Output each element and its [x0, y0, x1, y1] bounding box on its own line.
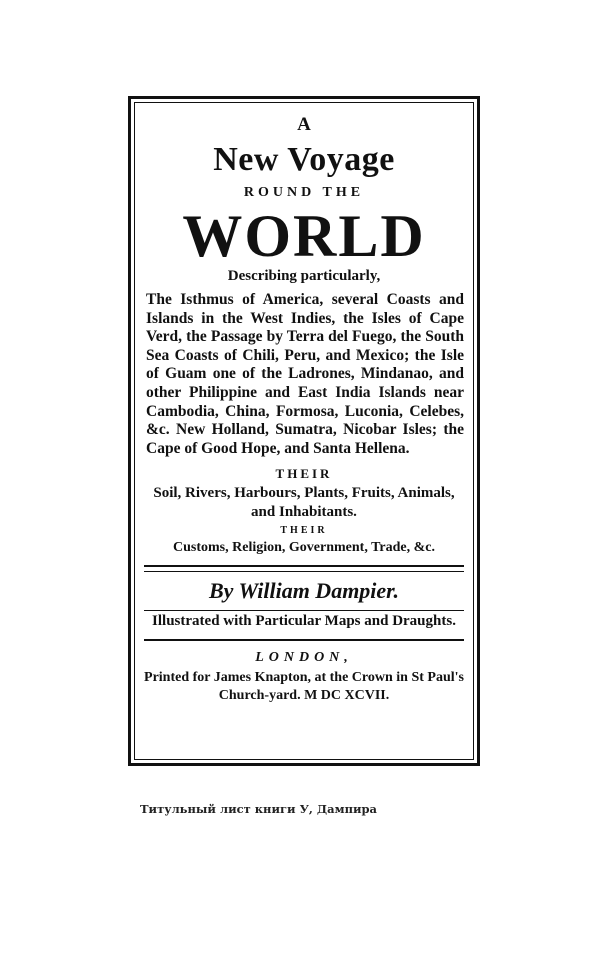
their-heading-1: THEIR — [275, 466, 333, 482]
title-round-the: ROUND THE — [243, 185, 365, 200]
rule-top-thin — [144, 571, 464, 572]
soil-line: Soil, Rivers, Harbours, Plants, Fruits, Animals, and Inhabitants. — [153, 485, 455, 521]
author-line: By William Dampier. — [208, 578, 400, 604]
title-world: WORLD — [182, 203, 426, 269]
illustrated-line: Illustrated with Particular Maps and Draughts. — [152, 613, 456, 630]
rule-bottom — [144, 639, 464, 641]
figure-caption: Титульный лист книги У, Дампира — [140, 802, 378, 816]
title-article: A — [297, 114, 311, 135]
title-new-voyage: New Voyage — [213, 141, 395, 178]
their-heading-2: THEIR — [280, 525, 328, 537]
describing-line: Describing particularly, — [227, 268, 381, 284]
rule-top — [144, 565, 464, 567]
imprint-line: Printed for James Knapton, at the Crown in St Paul's Church-yard. M DC XCVII. — [144, 670, 464, 704]
title-page-content — [140, 104, 468, 705]
description-paragraph: The Isthmus of America, several Coasts and Islands in the West Indies, the Isles of Cape Verd, the Passage by Terra del Fuego, the South Sea Coasts of Chili, Peru, and Mexico; the Isle of Guam one of the Ladrones, Mindanao, and other Philippine and East India Islands near Cambodia, China, Formosa, Luconia, Celebes, &c. New Holland, Sumatra, Nicobar Isles; the Cape of Good Hope, and Santa Hellena. — [146, 291, 464, 457]
imprint-city: LONDON, — [255, 650, 353, 666]
customs-line: Customs, Religion, Government, Trade, &c. — [173, 540, 435, 556]
